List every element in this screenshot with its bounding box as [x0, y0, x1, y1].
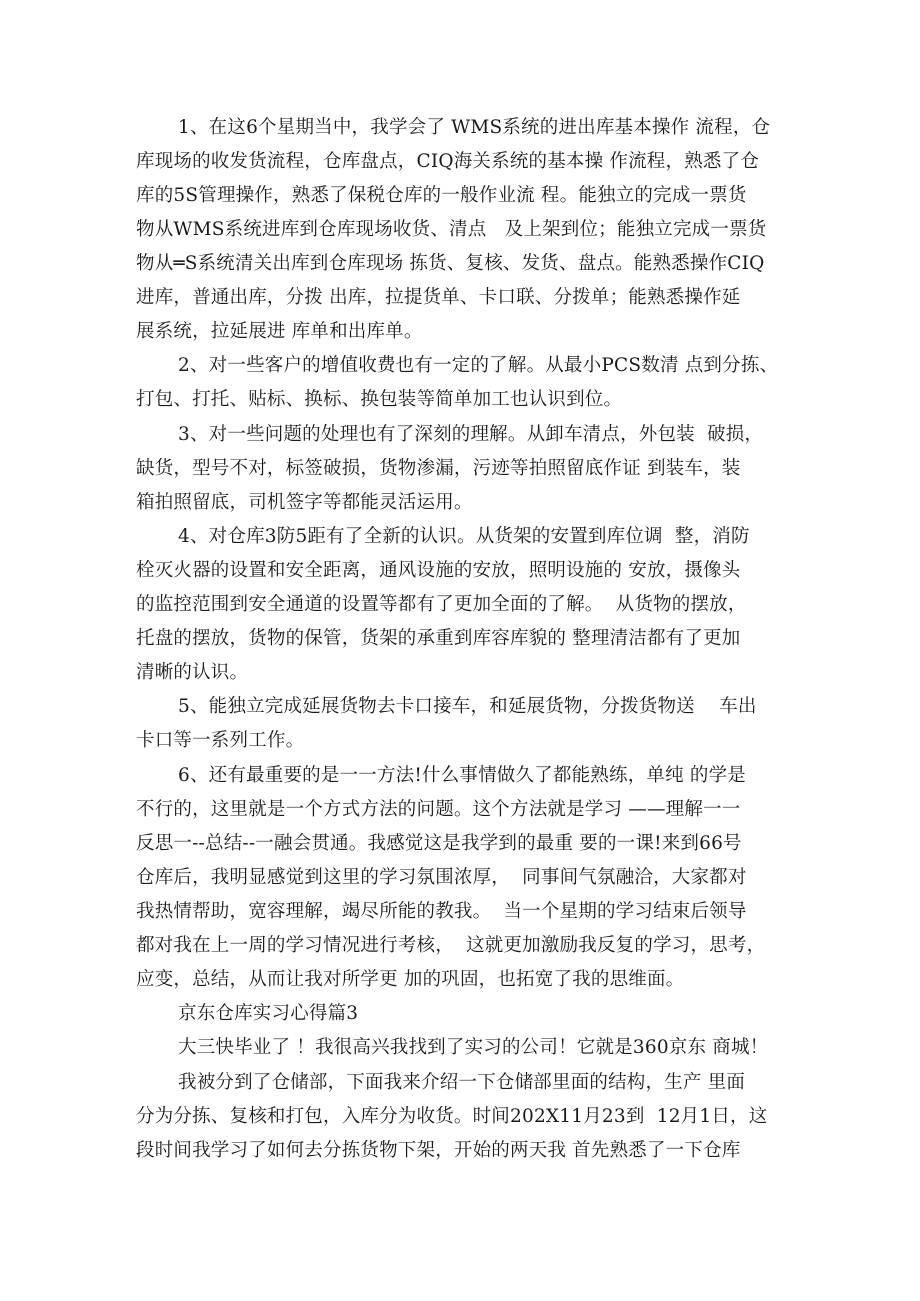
text-line: 箱拍照留底，司机签字等都能灵活运用。	[136, 492, 473, 513]
text-line: 展系统，拉延展进 库单和出库单。	[136, 321, 423, 342]
text-line: 我热情帮助，宽容理解，竭尽所能的教我。 当一个星期的学习结束后领导	[136, 901, 747, 922]
text-line: 段时间我学习了如何去分拣货物下架，开始的两天我 首先熟悉了一下仓库	[136, 1140, 741, 1161]
text-line: 的监控范围到安全通道的设置等都有了更加全面的了解。 从货物的摆放，	[136, 594, 747, 615]
text-line: 3、对一些问题的处理也有了深刻的理解。从卸车清点，外包装 破损，	[178, 424, 764, 445]
text-line: 托盘的摆放，货物的保管，货架的承重到库容库貌的 整理清洁都有了更加	[136, 628, 741, 649]
text-line: 6、还有最重要的是一一方法!什么事情做久了都能熟练，单纯 的学是	[178, 765, 746, 786]
text-line: 应变，总结，从而让我对所学更 加的巩固，也拓宽了我的思维面。	[136, 969, 685, 990]
text-line: 卡口等一系列工作。	[136, 730, 305, 751]
text-line: 不行的，这里就是一个方式方法的问题。这个方法就是学习 ——理解一一	[136, 799, 741, 820]
text-line: 2、对一些客户的增值收费也有一定的了解。从最小PCS数清 点到分拣、	[178, 355, 779, 376]
section-heading: 京东仓库实习心得篇3	[178, 1003, 359, 1024]
text-line: 打包、打托、贴标、换标、换包装等简单加工也认识到位。	[136, 389, 623, 410]
text-line: 反思一--总结--一融会贯通。我感觉这是我学到的最重 要的一课!来到66号	[136, 833, 742, 854]
text-line: 缺货，型号不对，标签破损，货物渗漏，污迹等拍照留底作证 到装车，装	[136, 458, 741, 479]
text-line: 物从WMS系统进库到仓库现场收货、清点 及上架到位；能独立完成一票货	[136, 219, 767, 240]
text-line: 都对我在上一周的学习情况进行考核， 这就更加激励我反复的学习，思考，	[136, 935, 766, 956]
text-line: 库的5S管理操作，熟悉了保税仓库的一般作业流 程。能独立的完成一票货	[136, 185, 747, 206]
text-line: 进库，普通出库，分拨 出库，拉提货单、卡口联、分拨单；能熟悉操作延	[136, 287, 741, 308]
text-line: 栓灭火器的设置和安全距离，通风设施的安放，照明设施的 安放，摄像头	[136, 560, 741, 581]
text-line: 4、对仓库3防5距有了全新的认识。从货架的安置到库位调 整，消防	[178, 526, 750, 547]
text-line: 大三快毕业了 ！我很高兴我找到了实习的公司！它就是360京东 商城！	[178, 1037, 769, 1058]
text-line: 5、能独立完成延展货物去卡口接车，和延展货物，分拨货物送 车出	[178, 696, 757, 717]
text-line: 分为分拣、复核和打包，入库分为收货。时间202X11月23到 12月1日，这	[136, 1106, 768, 1127]
text-line: 库现场的收发货流程，仓库盘点，CIQ海关系统的基本操 作流程，熟悉了仓	[136, 151, 760, 172]
text-line: 物从═S系统清关出库到仓库现场 拣货、复核、发货、盘点。能熟悉操作CIQ	[136, 253, 765, 274]
text-line: 仓库后，我明显感觉到这里的学习氛围浓厚， 同事间气氛融洽，大家都对	[136, 867, 747, 888]
text-line: 1、在这6个星期当中，我学会了 WMS系统的进出库基本操作 流程，仓	[178, 117, 771, 138]
text-line: 我被分到了仓储部，下面我来介绍一下仓储部里面的结构，生产 里面	[178, 1072, 746, 1093]
text-line: 清晰的认识。	[136, 662, 249, 683]
